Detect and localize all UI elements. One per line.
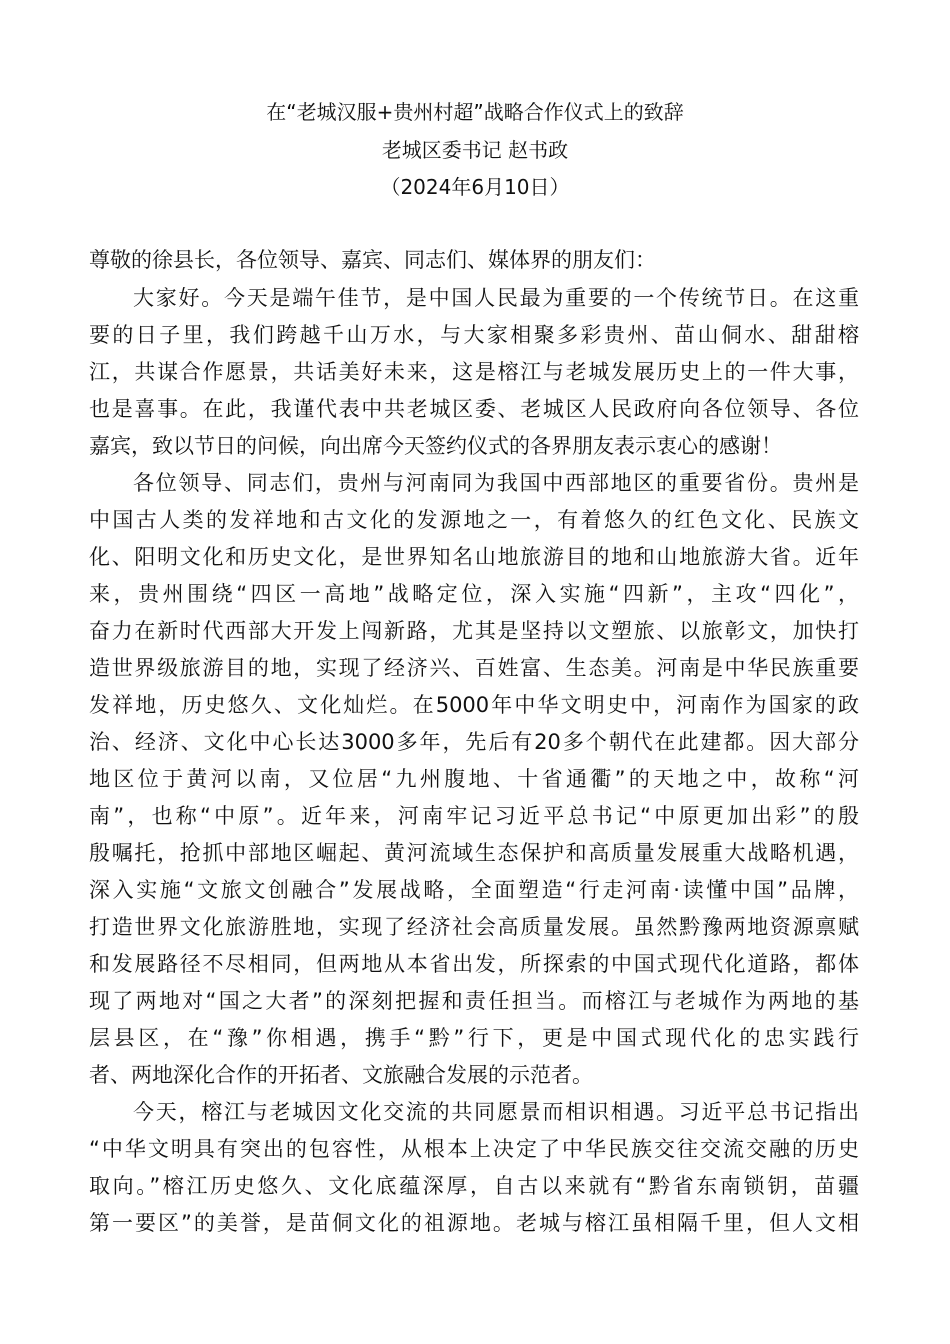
text-line: 打造世界文化旅游胜地，实现了经济社会高质量发展。虽然黔豫两地资源禀赋 [89,915,859,939]
text-line: 第一要区”的美誉，是苗侗文化的祖源地。老城与榕江虽相隔千里，但人文相 [89,1211,859,1235]
text-line: 取向。”榕江历史悠久、文化底蕴深厚，自古以来就有“黔省东南锁钥，苗疆 [89,1174,859,1198]
text-line: 化、阳明文化和历史文化，是世界知名山地旅游目的地和山地旅游大省。近年 [89,545,859,569]
text-line: 嘉宾，致以节日的问候，向出席今天签约仪式的各界朋友表示衷心的感谢！ [89,434,782,458]
text-line: 来，贵州围绕“四区一高地”战略定位，深入实施“四新”，主攻“四化”， [89,582,859,606]
salutation: 尊敬的徐县长，各位领导、嘉宾、同志们、媒体界的朋友们： [89,248,656,272]
text-line: 者、两地深化合作的开拓者、文旅融合发展的示范者。 [89,1063,593,1087]
text-line: 造世界级旅游目的地，实现了经济兴、百姓富、生态美。河南是中华民族重要 [89,656,859,680]
text-line: 治、经济、文化中心长达3000多年，先后有20多个朝代在此建都。因大部分 [89,730,859,754]
text-line: 层县区，在“豫”你相遇，携手“黔”行下，更是中国式现代化的忠实践行 [89,1026,859,1050]
speaker-line: 老城区委书记 赵书政 [381,138,569,162]
text-line: 奋力在新时代西部大开发上闯新路，尤其是坚持以文塑旅、以旅彰文，加快打 [89,619,859,643]
text-line: 中国古人类的发祥地和古文化的发源地之一，有着悠久的红色文化、民族文 [89,508,859,532]
text-line: 今天，榕江与老城因文化交流的共同愿景而相识相遇。习近平总书记指出 [133,1100,859,1124]
text-line: 殷嘱托，抢抓中部地区崛起、黄河流域生态保护和高质量发展重大战略机遇， [89,841,859,865]
text-line: 现了两地对“国之大者”的深刻把握和责任担当。而榕江与老城作为两地的基 [89,989,859,1013]
text-line: 也是喜事。在此，我谨代表中共老城区委、老城区人民政府向各位领导、各位 [89,397,859,421]
text-line: 要的日子里，我们跨越千山万水，与大家相聚多彩贵州、苗山侗水、甜甜榕 [89,323,859,347]
document-title: 在“老城汉服+贵州村超”战略合作仪式上的致辞 [266,100,684,124]
text-line: 大家好。今天是端午佳节，是中国人民最为重要的一个传统节日。在这重 [133,286,859,310]
text-line: “中华文明具有突出的包容性，从根本上决定了中华民族交往交流交融的历史 [89,1137,859,1161]
text-line: 各位领导、同志们，贵州与河南同为我国中西部地区的重要省份。贵州是 [133,471,859,495]
text-line: 深入实施“文旅文创融合”发展战略，全面塑造“行走河南·读懂中国”品牌， [89,878,859,902]
text-line: 和发展路径不尽相同，但两地从本省出发，所探索的中国式现代化道路，都体 [89,952,859,976]
text-line: 江，共谋合作愿景，共话美好未来，这是榕江与老城发展历史上的一件大事， [89,360,859,384]
text-line: 发祥地，历史悠久、文化灿烂。在5000年中华文明史中，河南作为国家的政 [89,693,859,717]
text-line: 地区位于黄河以南，又位居“九州腹地、十省通衢”的天地之中，故称“河 [89,767,859,791]
text-line: 南”，也称“中原”。近年来，河南牢记习近平总书记“中原更加出彩”的殷 [89,804,859,828]
date-line: （2024年6月10日） [380,175,570,199]
